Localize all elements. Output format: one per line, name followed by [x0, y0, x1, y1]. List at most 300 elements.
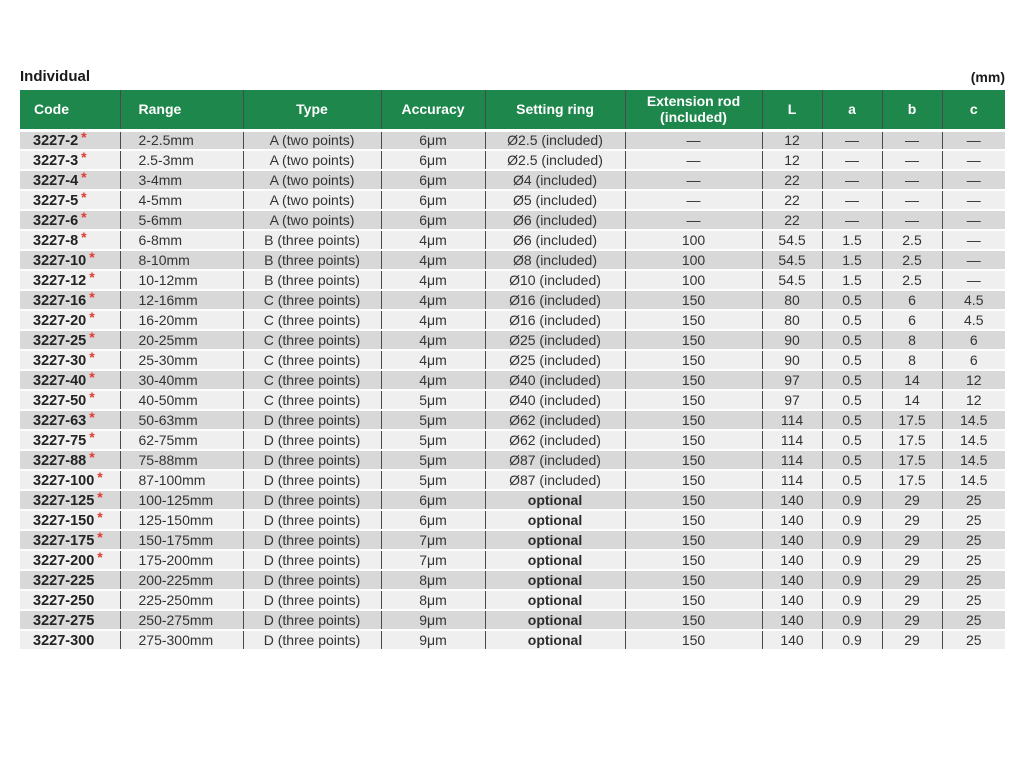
a-cell: 1.5 [822, 250, 882, 270]
unit-note: (mm) [970, 69, 1005, 85]
c-cell: 25 [942, 610, 1005, 630]
code-cell [20, 430, 120, 450]
range-cell: 30-40mm [120, 370, 243, 390]
extension-rod-cell: 150 [625, 350, 762, 370]
code-cell [20, 350, 120, 370]
c-cell: 14.5 [942, 450, 1005, 470]
type-cell: D (three points) [243, 410, 381, 430]
header-accuracy: Accuracy [381, 90, 485, 130]
extension-rod-cell: — [625, 190, 762, 210]
c-cell: 12 [942, 370, 1005, 390]
table-row [20, 130, 1005, 150]
code-cell [20, 630, 120, 650]
b-cell: 29 [882, 530, 942, 550]
c-cell: 14.5 [942, 410, 1005, 430]
asterisk-marker: * [89, 250, 95, 265]
c-cell: 25 [942, 630, 1005, 650]
b-cell: 29 [882, 570, 942, 590]
b-cell: — [882, 150, 942, 170]
L-cell: 140 [762, 570, 822, 590]
table-row [20, 610, 1005, 630]
b-cell: 17.5 [882, 470, 942, 490]
a-cell: 0.5 [822, 350, 882, 370]
range-cell: 225-250mm [120, 590, 243, 610]
table-row [20, 350, 1005, 370]
L-cell: 140 [762, 610, 822, 630]
accuracy-cell: 9μm [381, 630, 485, 650]
c-cell: — [942, 150, 1005, 170]
table-row [20, 270, 1005, 290]
extension-rod-cell: 150 [625, 470, 762, 490]
setting-ring-cell: Ø2.5 (included) [485, 150, 625, 170]
L-cell: 140 [762, 490, 822, 510]
a-cell: — [822, 130, 882, 150]
type-cell: D (three points) [243, 630, 381, 650]
c-cell: 25 [942, 590, 1005, 610]
b-cell: 6 [882, 310, 942, 330]
c-cell: 6 [942, 330, 1005, 350]
asterisk-marker: * [81, 130, 87, 145]
accuracy-cell: 6μm [381, 130, 485, 150]
extension-rod-cell: 150 [625, 290, 762, 310]
L-cell: 54.5 [762, 250, 822, 270]
range-cell: 100-125mm [120, 490, 243, 510]
b-cell: — [882, 190, 942, 210]
setting-ring-cell: optional [485, 590, 625, 610]
extension-rod-cell: 150 [625, 550, 762, 570]
L-cell: 114 [762, 410, 822, 430]
range-cell: 250-275mm [120, 610, 243, 630]
asterisk-marker: * [97, 470, 103, 485]
b-cell: 14 [882, 390, 942, 410]
accuracy-cell: 4μm [381, 270, 485, 290]
accuracy-cell: 8μm [381, 570, 485, 590]
extension-rod-cell: — [625, 150, 762, 170]
L-cell: 22 [762, 210, 822, 230]
extension-rod-cell: 150 [625, 410, 762, 430]
code-cell [20, 590, 120, 610]
code-cell [20, 230, 120, 250]
setting-ring-cell: optional [485, 610, 625, 630]
code-cell [20, 490, 120, 510]
table-row [20, 230, 1005, 250]
b-cell: 6 [882, 290, 942, 310]
asterisk-marker: * [89, 430, 95, 445]
range-cell: 87-100mm [120, 470, 243, 490]
extension-rod-cell: — [625, 170, 762, 190]
asterisk-marker: * [89, 310, 95, 325]
a-cell: 0.9 [822, 490, 882, 510]
extension-rod-cell: — [625, 130, 762, 150]
b-cell: 2.5 [882, 230, 942, 250]
accuracy-cell: 6μm [381, 510, 485, 530]
asterisk-marker: * [89, 410, 95, 425]
type-cell: D (three points) [243, 590, 381, 610]
a-cell: — [822, 150, 882, 170]
code-cell [20, 390, 120, 410]
accuracy-cell: 4μm [381, 310, 485, 330]
extension-rod-cell: 150 [625, 390, 762, 410]
header-code: Code [20, 90, 120, 130]
range-cell: 62-75mm [120, 430, 243, 450]
range-cell: 3-4mm [120, 170, 243, 190]
setting-ring-cell: Ø10 (included) [485, 270, 625, 290]
a-cell: 1.5 [822, 230, 882, 250]
product-code: 3227-10 [33, 252, 87, 269]
b-cell: 29 [882, 510, 942, 530]
accuracy-cell: 5μm [381, 470, 485, 490]
setting-ring-cell: Ø40 (included) [485, 390, 625, 410]
product-code: 3227-30 [33, 352, 87, 369]
L-cell: 114 [762, 450, 822, 470]
code-cell [20, 250, 120, 270]
b-cell: 8 [882, 330, 942, 350]
accuracy-cell: 4μm [381, 370, 485, 390]
setting-ring-cell: Ø40 (included) [485, 370, 625, 390]
a-cell: 0.9 [822, 530, 882, 550]
b-cell: 2.5 [882, 270, 942, 290]
setting-ring-cell: Ø2.5 (included) [485, 130, 625, 150]
setting-ring-cell: Ø16 (included) [485, 310, 625, 330]
c-cell: — [942, 230, 1005, 250]
product-code: 3227-250 [33, 592, 95, 609]
code-cell [20, 450, 120, 470]
c-cell: — [942, 210, 1005, 230]
product-code: 3227-5 [33, 192, 79, 209]
b-cell: 17.5 [882, 430, 942, 450]
L-cell: 140 [762, 530, 822, 550]
a-cell: — [822, 210, 882, 230]
a-cell: — [822, 170, 882, 190]
asterisk-marker: * [81, 230, 87, 245]
product-code: 3227-16 [33, 292, 87, 309]
L-cell: 90 [762, 350, 822, 370]
type-cell: D (three points) [243, 610, 381, 630]
setting-ring-cell: Ø87 (included) [485, 450, 625, 470]
c-cell: 25 [942, 490, 1005, 510]
extension-rod-cell: 150 [625, 530, 762, 550]
product-code: 3227-175 [33, 532, 95, 549]
product-code: 3227-20 [33, 312, 87, 329]
code-cell [20, 570, 120, 590]
a-cell: 0.9 [822, 590, 882, 610]
header-L: L [762, 90, 822, 130]
range-cell: 4-5mm [120, 190, 243, 210]
product-code: 3227-150 [33, 512, 95, 529]
header-type: Type [243, 90, 381, 130]
table-row [20, 330, 1005, 350]
setting-ring-cell: Ø8 (included) [485, 250, 625, 270]
extension-rod-cell: 150 [625, 610, 762, 630]
product-code: 3227-200 [33, 552, 95, 569]
table-row [20, 510, 1005, 530]
extension-rod-cell: 150 [625, 370, 762, 390]
type-cell: C (three points) [243, 390, 381, 410]
accuracy-cell: 7μm [381, 530, 485, 550]
type-cell: D (three points) [243, 450, 381, 470]
accuracy-cell: 9μm [381, 610, 485, 630]
L-cell: 140 [762, 630, 822, 650]
setting-ring-cell: Ø6 (included) [485, 230, 625, 250]
c-cell: 6 [942, 350, 1005, 370]
L-cell: 22 [762, 170, 822, 190]
product-code: 3227-50 [33, 392, 87, 409]
a-cell: 0.5 [822, 410, 882, 430]
asterisk-marker: * [97, 510, 103, 525]
asterisk-marker: * [81, 150, 87, 165]
extension-rod-cell: 150 [625, 330, 762, 350]
type-cell: D (three points) [243, 430, 381, 450]
L-cell: 12 [762, 130, 822, 150]
range-cell: 75-88mm [120, 450, 243, 470]
range-cell: 175-200mm [120, 550, 243, 570]
accuracy-cell: 5μm [381, 430, 485, 450]
table-body [20, 130, 1005, 650]
header-b: b [882, 90, 942, 130]
extension-rod-cell: 100 [625, 250, 762, 270]
accuracy-cell: 4μm [381, 350, 485, 370]
table-row [20, 170, 1005, 190]
type-cell: B (three points) [243, 270, 381, 290]
range-cell: 6-8mm [120, 230, 243, 250]
range-cell: 50-63mm [120, 410, 243, 430]
asterisk-marker: * [89, 370, 95, 385]
a-cell: 0.9 [822, 570, 882, 590]
a-cell: 0.5 [822, 330, 882, 350]
product-code: 3227-275 [33, 612, 95, 629]
c-cell: 4.5 [942, 310, 1005, 330]
asterisk-marker: * [89, 330, 95, 345]
a-cell: 0.5 [822, 370, 882, 390]
asterisk-marker: * [89, 450, 95, 465]
asterisk-marker: * [81, 170, 87, 185]
product-code: 3227-75 [33, 432, 87, 449]
range-cell: 8-10mm [120, 250, 243, 270]
table-row [20, 630, 1005, 650]
b-cell: 17.5 [882, 450, 942, 470]
L-cell: 97 [762, 390, 822, 410]
accuracy-cell: 4μm [381, 330, 485, 350]
extension-rod-cell: 150 [625, 590, 762, 610]
setting-ring-cell: Ø6 (included) [485, 210, 625, 230]
type-cell: A (two points) [243, 190, 381, 210]
type-cell: D (three points) [243, 510, 381, 530]
range-cell: 2.5-3mm [120, 150, 243, 170]
L-cell: 97 [762, 370, 822, 390]
range-cell: 125-150mm [120, 510, 243, 530]
range-cell: 25-30mm [120, 350, 243, 370]
table-row [20, 410, 1005, 430]
header-setting-ring: Setting ring [485, 90, 625, 130]
table-row [20, 570, 1005, 590]
setting-ring-cell: Ø5 (included) [485, 190, 625, 210]
extension-rod-cell: 150 [625, 510, 762, 530]
setting-ring-cell: optional [485, 550, 625, 570]
code-cell [20, 310, 120, 330]
a-cell: 0.9 [822, 550, 882, 570]
code-cell [20, 130, 120, 150]
a-cell: 0.9 [822, 510, 882, 530]
code-cell [20, 610, 120, 630]
spec-table [20, 90, 1005, 651]
accuracy-cell: 6μm [381, 190, 485, 210]
asterisk-marker: * [97, 490, 103, 505]
setting-ring-cell: Ø16 (included) [485, 290, 625, 310]
b-cell: — [882, 170, 942, 190]
range-cell: 16-20mm [120, 310, 243, 330]
section-title: Individual [20, 68, 91, 85]
extension-rod-cell: 150 [625, 490, 762, 510]
product-code: 3227-25 [33, 332, 87, 349]
accuracy-cell: 6μm [381, 490, 485, 510]
product-code: 3227-300 [33, 632, 95, 649]
header-a: a [822, 90, 882, 130]
a-cell: 1.5 [822, 270, 882, 290]
a-cell: 0.9 [822, 630, 882, 650]
product-code: 3227-125 [33, 492, 95, 509]
range-cell: 150-175mm [120, 530, 243, 550]
b-cell: 29 [882, 610, 942, 630]
a-cell: 0.5 [822, 470, 882, 490]
a-cell: 0.5 [822, 390, 882, 410]
product-code: 3227-12 [33, 272, 87, 289]
table-row [20, 590, 1005, 610]
header-range: Range [120, 90, 243, 130]
b-cell: 29 [882, 550, 942, 570]
type-cell: D (three points) [243, 490, 381, 510]
c-cell: 25 [942, 510, 1005, 530]
table-row [20, 530, 1005, 550]
b-cell: 17.5 [882, 410, 942, 430]
asterisk-marker: * [89, 270, 95, 285]
header-extension-rod: Extension rod (included) [625, 90, 762, 130]
extension-rod-cell: 150 [625, 570, 762, 590]
type-cell: C (three points) [243, 310, 381, 330]
accuracy-cell: 5μm [381, 390, 485, 410]
type-cell: B (three points) [243, 250, 381, 270]
table-row [20, 470, 1005, 490]
b-cell: 29 [882, 630, 942, 650]
accuracy-cell: 7μm [381, 550, 485, 570]
b-cell: 29 [882, 490, 942, 510]
extension-rod-cell: — [625, 210, 762, 230]
product-code: 3227-40 [33, 372, 87, 389]
code-cell [20, 550, 120, 570]
table-header [20, 90, 1005, 130]
L-cell: 54.5 [762, 230, 822, 250]
table-row [20, 310, 1005, 330]
accuracy-cell: 8μm [381, 590, 485, 610]
c-cell: 4.5 [942, 290, 1005, 310]
c-cell: 14.5 [942, 470, 1005, 490]
product-code: 3227-2 [33, 132, 79, 149]
code-cell [20, 370, 120, 390]
type-cell: A (two points) [243, 170, 381, 190]
type-cell: C (three points) [243, 350, 381, 370]
range-cell: 20-25mm [120, 330, 243, 350]
code-cell [20, 290, 120, 310]
table-row [20, 490, 1005, 510]
code-cell [20, 170, 120, 190]
type-cell: D (three points) [243, 570, 381, 590]
asterisk-marker: * [81, 190, 87, 205]
L-cell: 140 [762, 510, 822, 530]
a-cell: 0.5 [822, 450, 882, 470]
L-cell: 140 [762, 590, 822, 610]
setting-ring-cell: optional [485, 630, 625, 650]
extension-rod-cell: 100 [625, 270, 762, 290]
range-cell: 2-2.5mm [120, 130, 243, 150]
range-cell: 12-16mm [120, 290, 243, 310]
a-cell: 0.5 [822, 290, 882, 310]
c-cell: — [942, 190, 1005, 210]
product-code: 3227-100 [33, 472, 95, 489]
type-cell: D (three points) [243, 470, 381, 490]
setting-ring-cell: Ø25 (included) [485, 330, 625, 350]
table-row [20, 550, 1005, 570]
extension-rod-cell: 150 [625, 310, 762, 330]
L-cell: 80 [762, 290, 822, 310]
extension-rod-cell: 150 [625, 630, 762, 650]
c-cell: 25 [942, 570, 1005, 590]
accuracy-cell: 4μm [381, 250, 485, 270]
type-cell: A (two points) [243, 210, 381, 230]
asterisk-marker: * [89, 290, 95, 305]
accuracy-cell: 5μm [381, 410, 485, 430]
range-cell: 5-6mm [120, 210, 243, 230]
asterisk-marker: * [81, 210, 87, 225]
L-cell: 90 [762, 330, 822, 350]
L-cell: 114 [762, 470, 822, 490]
code-cell [20, 150, 120, 170]
table-row [20, 430, 1005, 450]
c-cell: — [942, 270, 1005, 290]
table-row [20, 450, 1005, 470]
extension-rod-cell: 100 [625, 230, 762, 250]
accuracy-cell: 5μm [381, 450, 485, 470]
L-cell: 12 [762, 150, 822, 170]
accuracy-cell: 6μm [381, 150, 485, 170]
c-cell: — [942, 170, 1005, 190]
header-c: c [942, 90, 1005, 130]
product-code: 3227-88 [33, 452, 87, 469]
code-cell [20, 410, 120, 430]
asterisk-marker: * [89, 350, 95, 365]
code-cell [20, 270, 120, 290]
c-cell: 12 [942, 390, 1005, 410]
code-cell [20, 330, 120, 350]
range-cell: 10-12mm [120, 270, 243, 290]
c-cell: 25 [942, 530, 1005, 550]
type-cell: A (two points) [243, 150, 381, 170]
c-cell: — [942, 130, 1005, 150]
setting-ring-cell: Ø62 (included) [485, 410, 625, 430]
table-row [20, 250, 1005, 270]
product-code: 3227-225 [33, 572, 95, 589]
L-cell: 80 [762, 310, 822, 330]
b-cell: — [882, 130, 942, 150]
product-code: 3227-6 [33, 212, 79, 229]
setting-ring-cell: optional [485, 530, 625, 550]
code-cell [20, 190, 120, 210]
setting-ring-cell: Ø25 (included) [485, 350, 625, 370]
setting-ring-cell: optional [485, 490, 625, 510]
accuracy-cell: 4μm [381, 230, 485, 250]
product-code: 3227-8 [33, 232, 79, 249]
a-cell: 0.5 [822, 430, 882, 450]
table-row [20, 190, 1005, 210]
table-row [20, 370, 1005, 390]
